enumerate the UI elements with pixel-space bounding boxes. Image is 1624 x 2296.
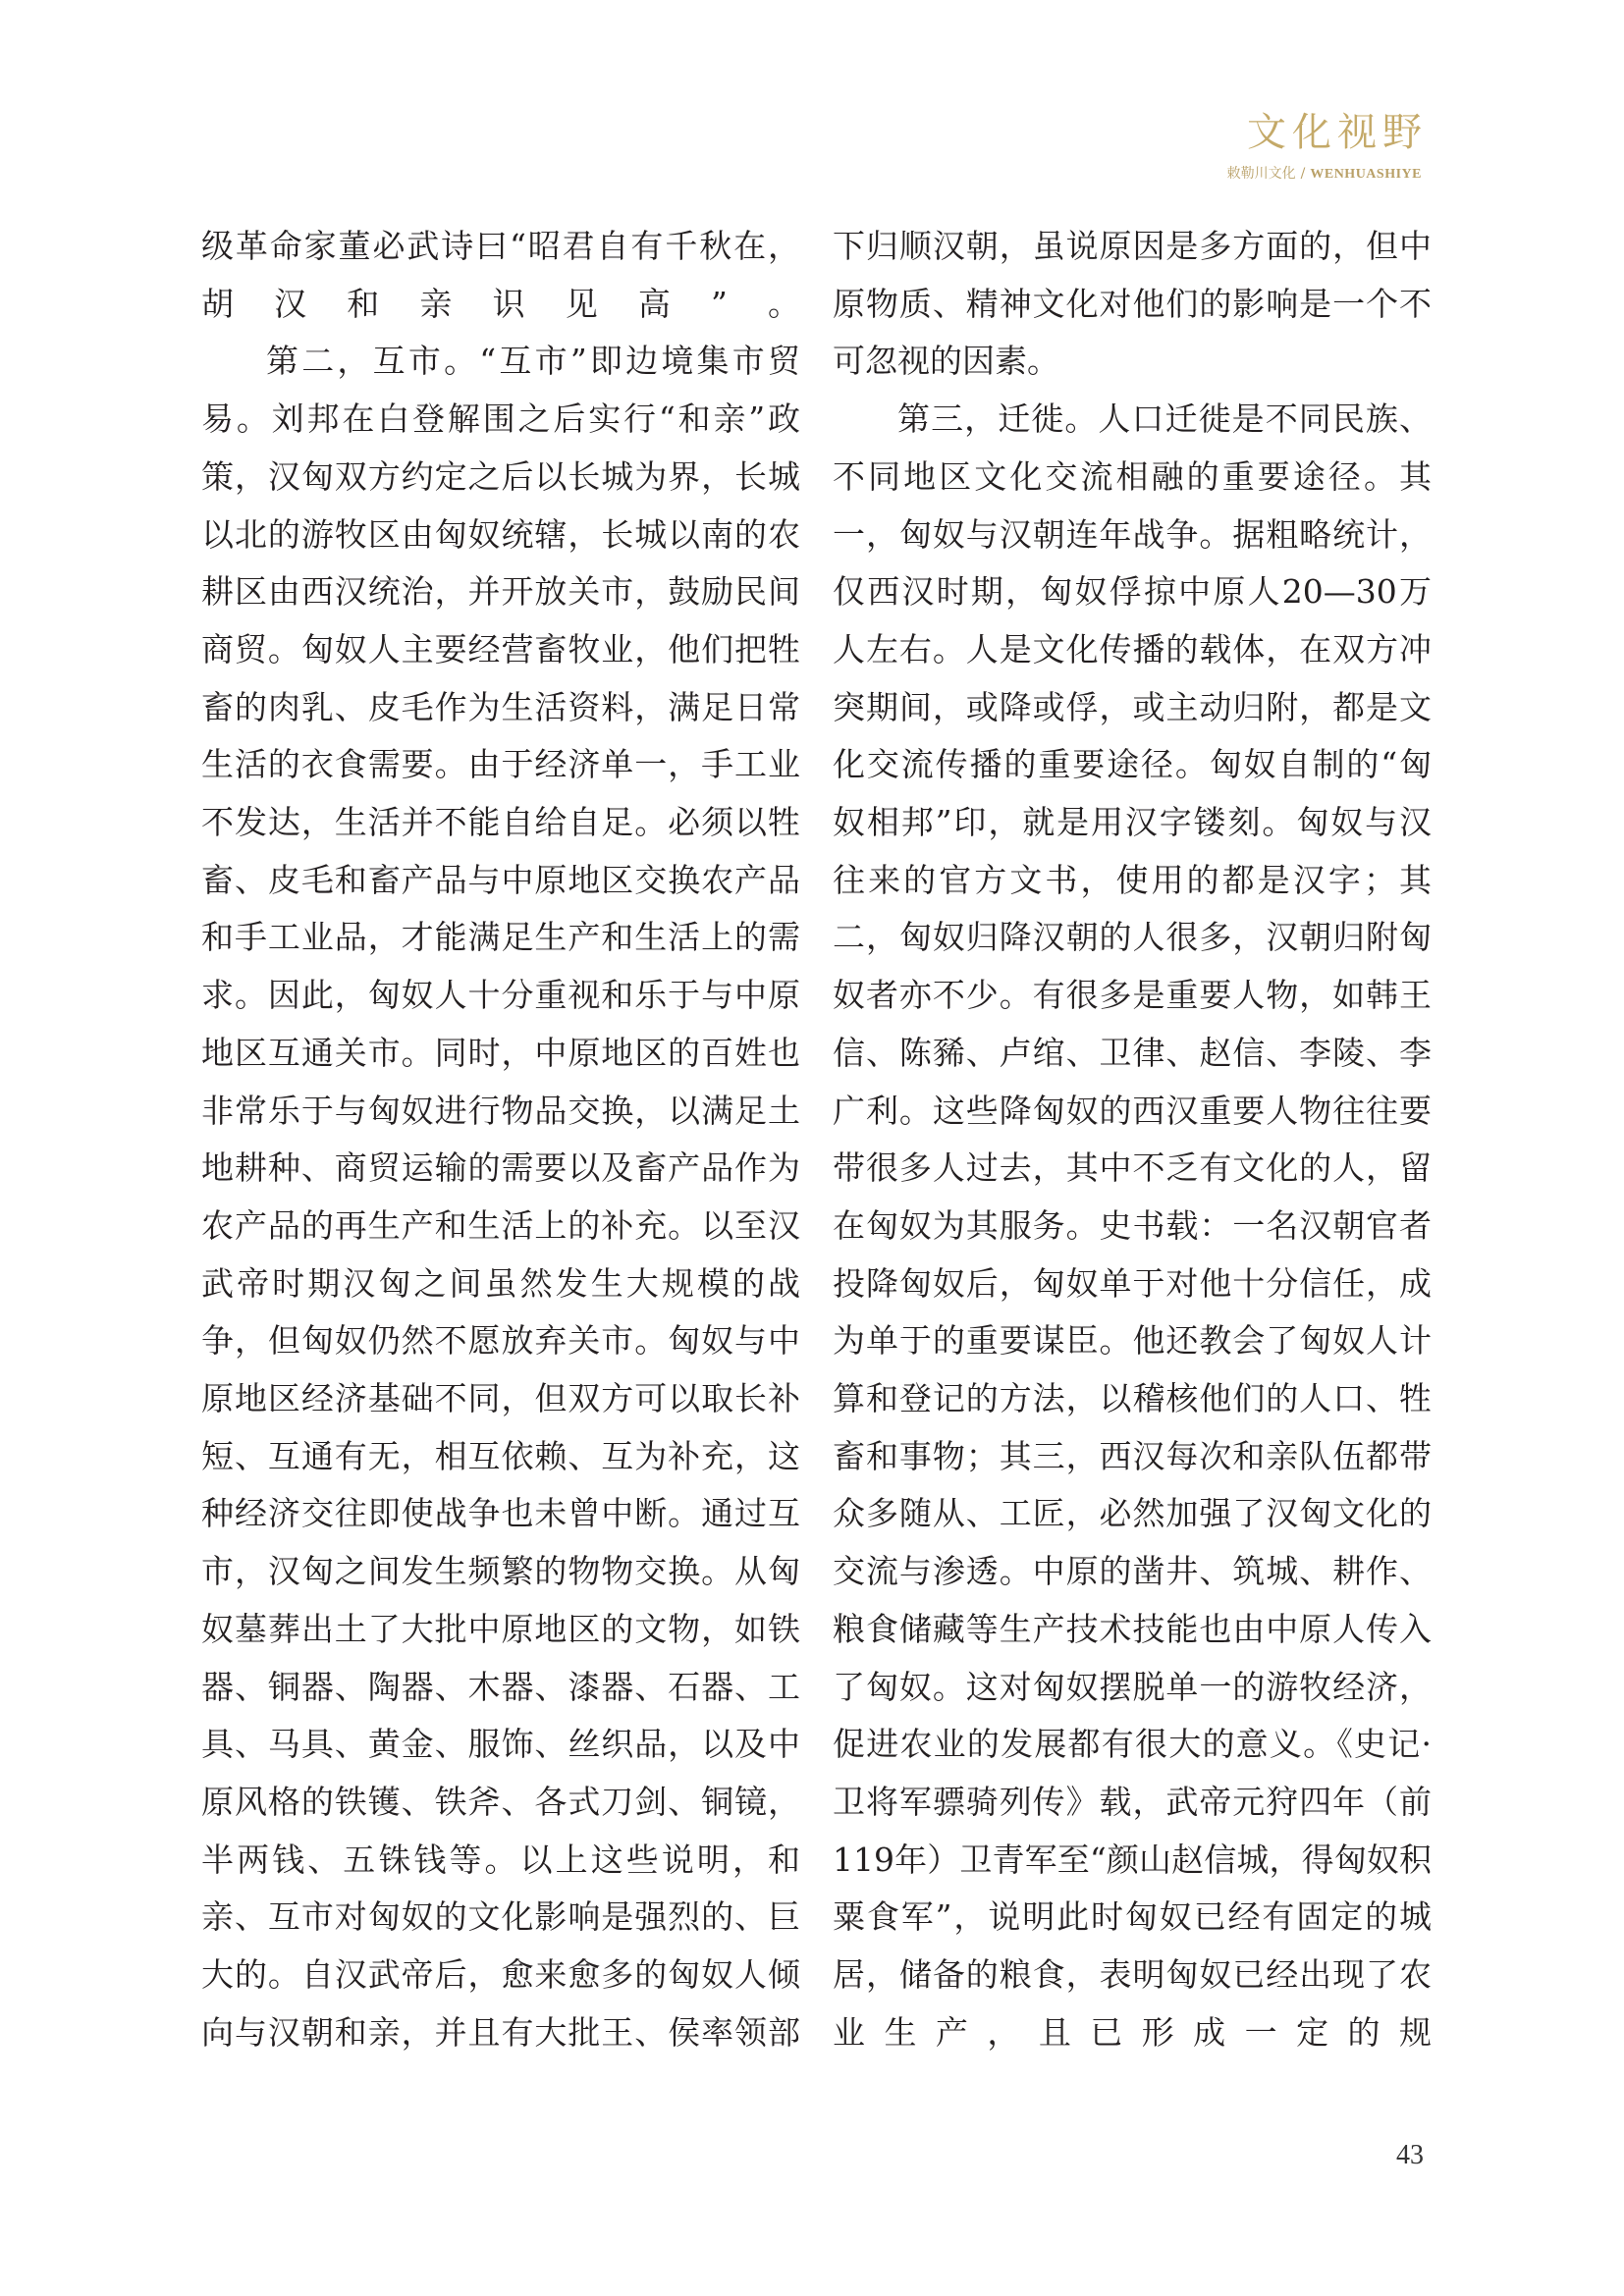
subtitle-separator: /	[1300, 166, 1306, 182]
section-title: 文化视野	[1247, 110, 1428, 155]
page-header	[1226, 110, 1428, 184]
section-subtitle	[1227, 165, 1422, 184]
left-text-column	[201, 218, 800, 2062]
paragraph: 第三，迁徙。人口迁徙是不同民族、不同地区文化交流相融的重要途径。其一，匈奴与汉朝连年战争。据粗略统计，仅西汉时期，匈奴俘掠中原人20—30万人左右。人是文化传播的载体，在双方冲突期间，或降或俘，或主动归附，都是文化交流传播的重要途径。匈奴自制的“匈奴相邦”印，就是用汉字镂刻。匈奴与汉往来的官方文书，使用的都是汉字；其二，匈奴归降汉朝的人很多，汉朝归附匈奴者亦不少。有很多是重要人物，如韩王信、陈豨、卢绾、卫律、赵信、李陵、李广利。这些降匈奴的西汉重要人物往往要带很多人过去，其中不乏有文化的人，留在匈奴为其服务。史书载：一名汉朝官者投降匈奴后，匈奴单于对他十分信任，成为单于的重要谋臣。他还教会了匈奴人计算和登记的方法，以稽核他们的人口、牲畜和事物；其三，西汉每次和亲队伍都带众多随从、工匠，必然加强了汉匈文化的交流与渗透。中原的凿井、筑城、耕作、粮食储藏等生产技术技能也由中原人传入了匈奴。这对匈奴摆脱单一的游牧经济，促进农业的发展都有很大的意义。《史记·卫将军骠骑列传》载，武帝元狩四年（前119年）卫青军至“颜山赵信城，得匈奴积粟食军”，说明此时匈奴已经有固定的城居，储备的粮食，表明匈奴已经出现了农业生产，且已形成一定的规	[833, 400, 1432, 2052]
paragraph: 下归顺汉朝，虽说原因是多方面的，但中原物质、精神文化对他们的影响是一个不可忽视的因素。	[833, 227, 1432, 381]
paragraph: 第二，互市。“互市”即边境集市贸易。刘邦在白登解围之后实行“和亲”政策，汉匈双方约定之后以长城为界，长城以北的游牧区由匈奴统辖，长城以南的农耕区由西汉统治，并开放关市，鼓励民间商贸。匈奴人主要经营畜牧业，他们把牲畜的肉乳、皮毛作为生活资料，满足日常生活的衣食需要。由于经济单一，手工业不发达，生活并不能自给自足。必须以牲畜、皮毛和畜产品与中原地区交换农产品和手工业品，才能满足生产和生活上的需求。因此，匈奴人十分重视和乐于与中原地区互通关市。同时，中原地区的百姓也非常乐于与匈奴进行物品交换，以满足土地耕种、商贸运输的需要以及畜产品作为农产品的再生产和生活上的补充。以至汉武帝时期汉匈之间虽然发生大规模的战争，但匈奴仍然不愿放弃关市。匈奴与中原地区经济基础不同，但双方可以取长补短、互通有无，相互依赖、互为补充，这种经济交往即使战争也未曾中断。通过互市，汉匈之间发生频繁的物物交换。从匈奴墓葬出土了大批中原地区的文物，如铁器、铜器、陶器、木器、漆器、石器、工具、马具、黄金、服饰、丝织品，以及中原风格的铁镬、铁斧、各式刀剑、铜镜，半两钱、五铢钱等。以上这些说明，和亲、互市对匈奴的文化影响是强烈的、巨大的。自汉武帝后，愈来愈多的匈奴人倾向与汉朝和亲，并且有大批王、侯率领部	[201, 342, 800, 2052]
subtitle-pinyin: WENHUASHIYE	[1310, 167, 1422, 182]
subtitle-chinese: 敕勒川文化	[1226, 166, 1296, 182]
paragraph: 级革命家董必武诗曰“昭君自有千秋在，胡汉和亲识见高”。	[201, 227, 800, 323]
page-number: 43	[1396, 2140, 1424, 2170]
right-text-column	[833, 218, 1432, 2062]
